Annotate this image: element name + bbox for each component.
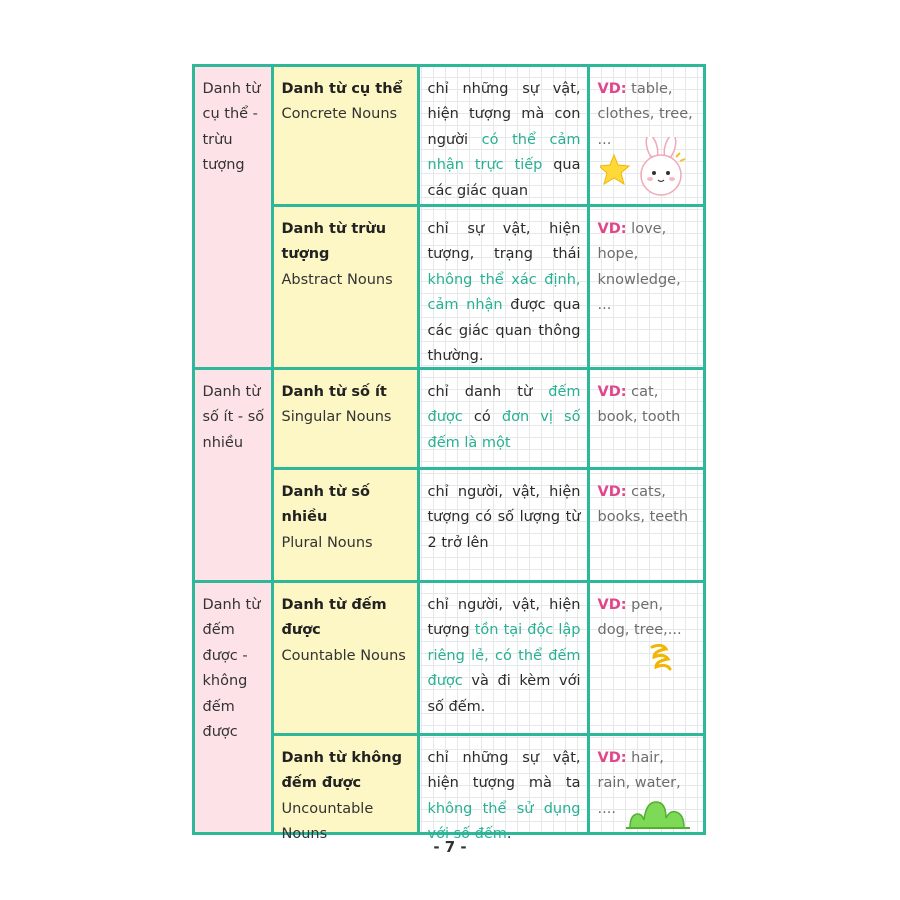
definition-text: chỉ danh từ — [427, 383, 549, 400]
bunny-sticker-icon — [600, 137, 700, 201]
noun-type-name: Danh từ số nhiều — [281, 483, 370, 525]
name-cell — [271, 64, 420, 207]
definition-cell — [417, 204, 590, 370]
noun-type-english: Countable Nouns — [281, 647, 406, 664]
definition-cell — [417, 367, 590, 470]
noun-type-english: Concrete Nouns — [281, 106, 398, 122]
noun-types-table — [193, 65, 704, 842]
vd-label: VD: — [597, 596, 627, 613]
definition-cell — [417, 64, 590, 207]
definition-highlight: có thể cảm nhận trực tiếp — [427, 131, 581, 173]
example-cell — [587, 204, 706, 370]
definition-highlight: đếm được — [427, 383, 581, 425]
vd-label: VD: — [597, 220, 627, 237]
noun-type-english: Abstract Nouns — [281, 271, 393, 288]
name-cell — [271, 733, 420, 842]
example-text: cats, books, teeth — [597, 483, 689, 525]
noun-type-english: Singular Nouns — [281, 409, 392, 425]
name-cell — [271, 580, 420, 736]
definition-text: và đi kèm với số đếm. — [427, 673, 581, 715]
definition-text: có — [462, 409, 502, 425]
definition-cell — [417, 467, 590, 583]
example-cell — [587, 580, 706, 736]
noun-type-english: Plural Nouns — [281, 534, 373, 551]
noun-type-name: Danh từ trừu tượng — [281, 220, 387, 262]
definition-text: qua các giác quan — [427, 157, 581, 199]
definition-highlight: không thể sử dụng với số đếm — [427, 800, 581, 842]
vd-label: VD: — [597, 383, 627, 400]
name-cell — [271, 467, 420, 583]
definition-highlight: tồn tại độc lập riêng lẻ, có thể đếm được — [427, 622, 581, 689]
vd-label: VD: — [597, 483, 627, 500]
definition-text: được qua các giác quan thông thường. — [427, 297, 581, 364]
group-label: Danh từ cụ thể - trừu tượng — [202, 80, 261, 173]
example-cell — [587, 733, 706, 835]
example-cell — [587, 64, 706, 207]
definition-highlight: không thể xác định, cảm nhận — [427, 271, 581, 313]
noun-type-name: Danh từ số ít — [281, 383, 387, 400]
definition-text: chỉ những sự vật, hiện tượng mà ta — [427, 749, 581, 791]
green-bush-icon — [626, 800, 690, 830]
page-number: - 7 - — [433, 838, 467, 856]
noun-type-name: Danh từ đếm được — [281, 596, 387, 638]
vd-label: VD: — [597, 749, 627, 766]
definition-cell — [417, 580, 590, 736]
group-label: Danh từ số ít - số nhiều — [202, 383, 265, 451]
example-cell — [587, 467, 706, 583]
definition-text: chỉ người, vật, hiện tượng — [427, 596, 581, 638]
definition-highlight: đơn vị số đếm là một — [427, 409, 581, 451]
group-label: Danh từ đếm được - không đếm được — [202, 596, 261, 740]
example-text: love, hope, knowledge, ... — [597, 220, 681, 313]
example-text: hair, rain, water, .... — [597, 749, 681, 817]
vd-label: VD: — [597, 80, 627, 97]
example-text: cat, book, tooth — [597, 383, 681, 425]
name-cell — [271, 204, 420, 370]
group-cell-concrete-abstract — [192, 64, 274, 370]
noun-type-name: Danh từ cụ thể — [281, 80, 403, 97]
definition-text: chỉ những sự vật, hiện tượng mà con người — [427, 80, 581, 148]
definition-cell — [417, 733, 590, 842]
spring-coil-icon — [646, 641, 676, 677]
noun-type-english: Uncountable Nouns — [281, 800, 374, 842]
example-text: table, clothes, tree, ... — [597, 80, 693, 148]
group-cell-countable-uncountable — [192, 580, 274, 835]
name-cell — [271, 367, 420, 470]
definition-text: chỉ sự vật, hiện tượng, trạng thái — [427, 220, 581, 262]
example-text: pen, dog, tree,... — [597, 596, 682, 638]
group-cell-singular-plural — [192, 367, 274, 583]
definition-text: chỉ người, vật, hiện tượng có số lượng từ 2 trở lên — [427, 483, 581, 551]
star-icon — [600, 155, 629, 184]
noun-type-name: Danh từ không đếm được — [281, 749, 402, 791]
definition-text: . — [506, 826, 512, 842]
example-cell — [587, 367, 706, 470]
